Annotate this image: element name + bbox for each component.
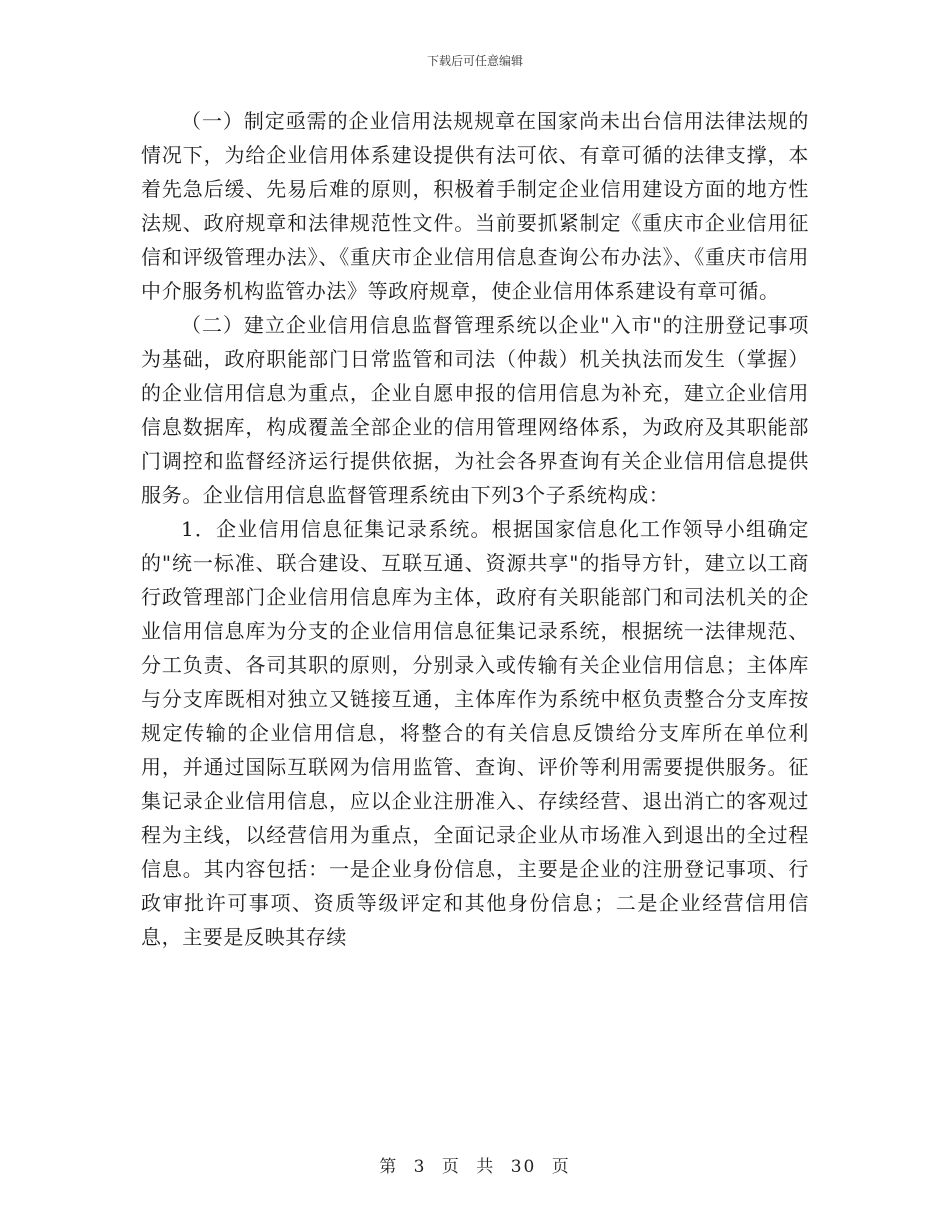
footer-page-prefix: 第 [379, 1157, 399, 1177]
header-note: 下载后可任意编辑 [426, 54, 523, 68]
paragraph-credit-supervision-system: （二）建立企业信用信息监督管理系统以企业"入市"的注册登记事项为基础，政府职能部门日常监管和司法（仲裁）机关执法而发生（掌握）的企业信用信息为重点，企业自愿申报的信用信息为补充，建立企业信用信息数据库，构成覆盖全部企业的信用管理网络体系，为政府及其职能部门调控和监督经济运行提供依据，为社会各界查询有关企业信用信息提供服务。企业信用信息监督管理系统由下列3个子系统构成： [141, 313, 809, 507]
paragraph-formulate-regulations: （一）制定亟需的企业信用法规规章在国家尚未出台信用法律法规的情况下，为给企业信用体系建设提供有法可依、有章可循的法律支撑，本着先急后缓、先易后难的原则，积极着手制定企业信用建设方面的地方性法规、政府规章和法律规范性文件。当前要抓紧制定《重庆市企业信用征信和评级管理办法》、《重庆市企业信用信息查询公布办法》、《重庆市信用中介服务机构监管办法》等政府规章，使企业信用体系建设有章可循。 [141, 109, 809, 303]
footer-page-mid: 页 [441, 1157, 461, 1177]
footer-total-prefix: 共 [476, 1157, 496, 1177]
footer-page-suffix: 页 [551, 1157, 571, 1177]
page-footer [0, 1152, 950, 1177]
paragraph-credit-collection-system: 1．企业信用信息征集记录系统。根据国家信息化工作领导小组确定的"统一标准、联合建设、互联互通、资源共享"的指导方针，建立以工商行政管理部门企业信用信息库为主体，政府有关职能部门和司法机关的企业信用信息库为分支的企业信用信息征集记录系统，根据统一法律规范、分工负责、各司其职的原则，分别录入或传输有关企业信用信息；主体库与分支库既相对独立又链接互通，主体库作为系统中枢负责整合分支库按规定传输的企业信用信息，将整合的有关信息反馈给分支库所在单位利用，并通过国际互联网为信用监管、查询、评价等利用需要提供服务。征集记录企业信用信息，应以企业注册准入、存续经营、退出消亡的客观过程为主线，以经营信用为重点，全面记录企业从市场准入到退出的全过程信息。其内容包括：一是企业身份信息，主要是企业的注册登记事项、行政审批许可事项、资质等级评定和其他身份信息；二是企业经营信用信息，主要是反映其存续 [141, 517, 809, 949]
document-body [141, 104, 809, 954]
footer-total-pages: 30 [510, 1157, 537, 1177]
footer-page-number: 3 [413, 1157, 427, 1177]
